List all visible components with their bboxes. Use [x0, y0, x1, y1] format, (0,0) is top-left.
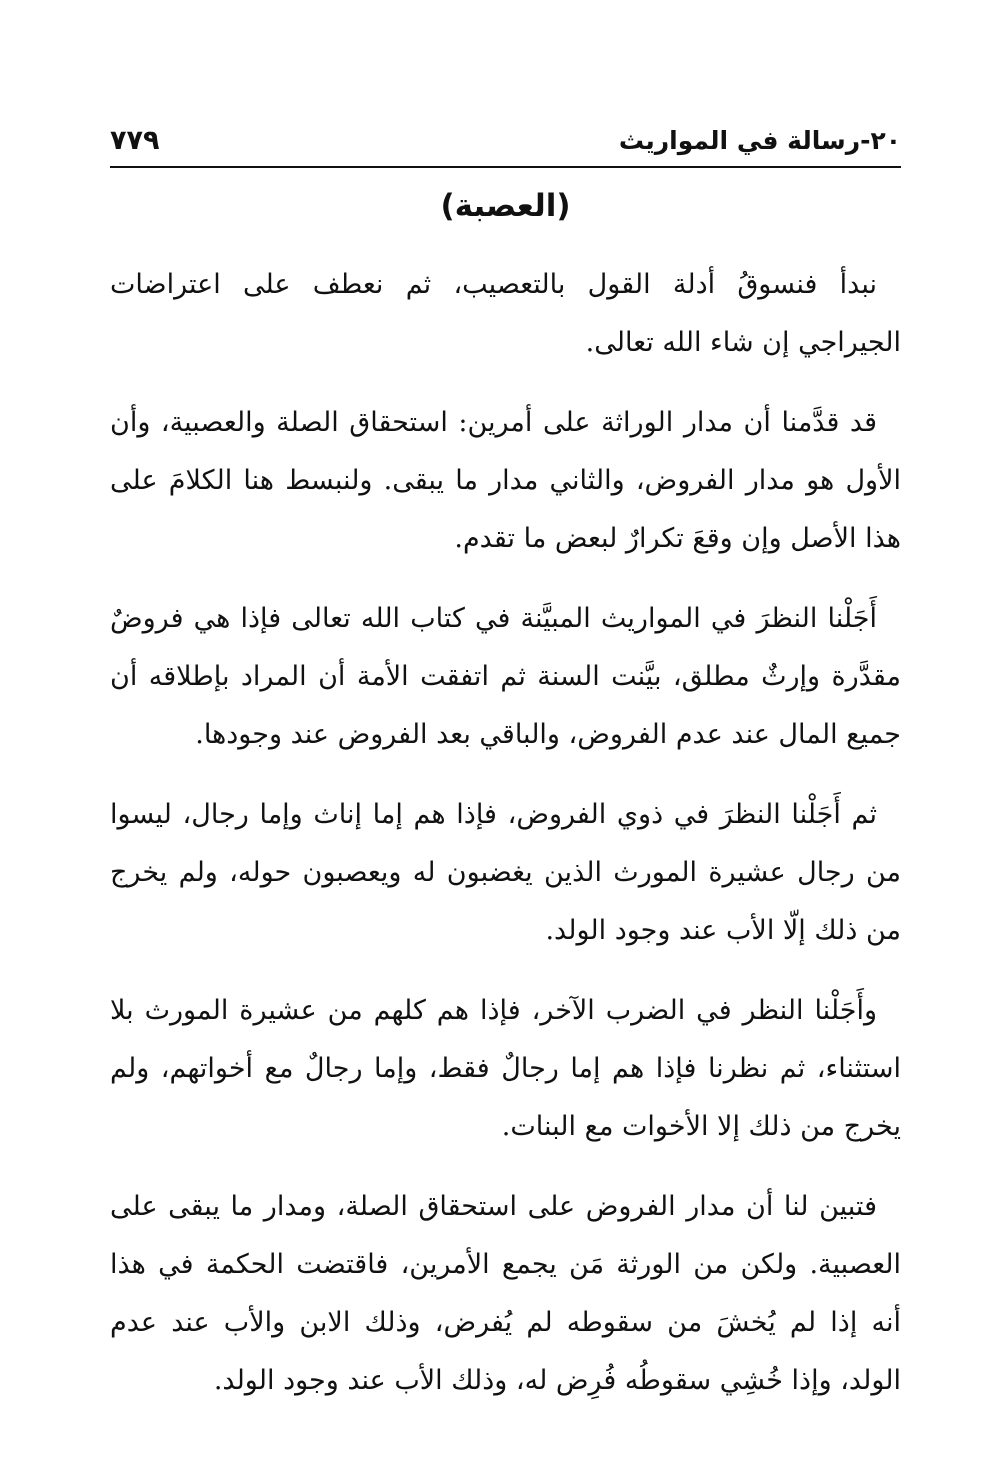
paragraph: ثم أَجَلْنا النظرَ في ذوي الفروض، فإذا هم إما إناث وإما رجال، ليسوا من رجال عشيرة المورث الذين يغضبون له ويعصبون حوله، ولم يخرج من ذلك إلّا الأب عند وجود الولد. [110, 799, 901, 946]
body-text [110, 256, 901, 1432]
section-heading: (العصبة) [440, 188, 571, 224]
page-number: ٧٧٩ [110, 124, 160, 156]
paragraph: أَجَلْنا النظرَ في المواريث المبيَّنة في كتاب الله تعالى فإذا هي فروضٌ مقدَّرة وإرثٌ مطلق، بيَّنت السنة ثم اتفقت الأمة أن المراد بإطلاقه أن جميع المال عند عدم الفروض، والباقي بعد الفروض عند وجودها. [110, 603, 901, 750]
paragraph: وأَجَلْنا النظر في الضرب الآخر، فإذا هم كلهم من عشيرة المورث بلا استثناء، ثم نظرنا فإذا هم إما رجالٌ فقط، وإما رجالٌ مع أخواتهم، ولم يخرج من ذلك إلا الأخوات مع البنات. [110, 995, 901, 1142]
paragraph: قد قدَّمنا أن مدار الوراثة على أمرين: استحقاق الصلة والعصبية، وأن الأول هو مدار الفروض، والثاني مدار ما يبقى. ولنبسط هنا الكلامَ على هذا الأصل وإن وقعَ تكرارٌ لبعض ما تقدم. [110, 407, 901, 554]
page-header [110, 118, 901, 162]
paragraph: نبدأ فنسوقُ أدلة القول بالتعصيب، ثم نعطف على اعتراضات الجيراجي إن شاء الله تعالى. [110, 269, 901, 358]
running-title: ٢٠-رسالة في المواريث [618, 125, 901, 155]
header-rule [110, 166, 901, 168]
paragraph: فتبين لنا أن مدار الفروض على استحقاق الصلة، ومدار ما يبقى على العصبية. ولكن من الورثة مَن يجمع الأمرين، فاقتضت الحكمة في هذا أنه إذا لم يُخشَ من سقوطه لم يُفرض، وذلك الابن والأب عند عدم الولد، وإذا خُشِي سقوطُه فُرِض له، وذلك الأب عند وجود الولد. [110, 1191, 901, 1396]
